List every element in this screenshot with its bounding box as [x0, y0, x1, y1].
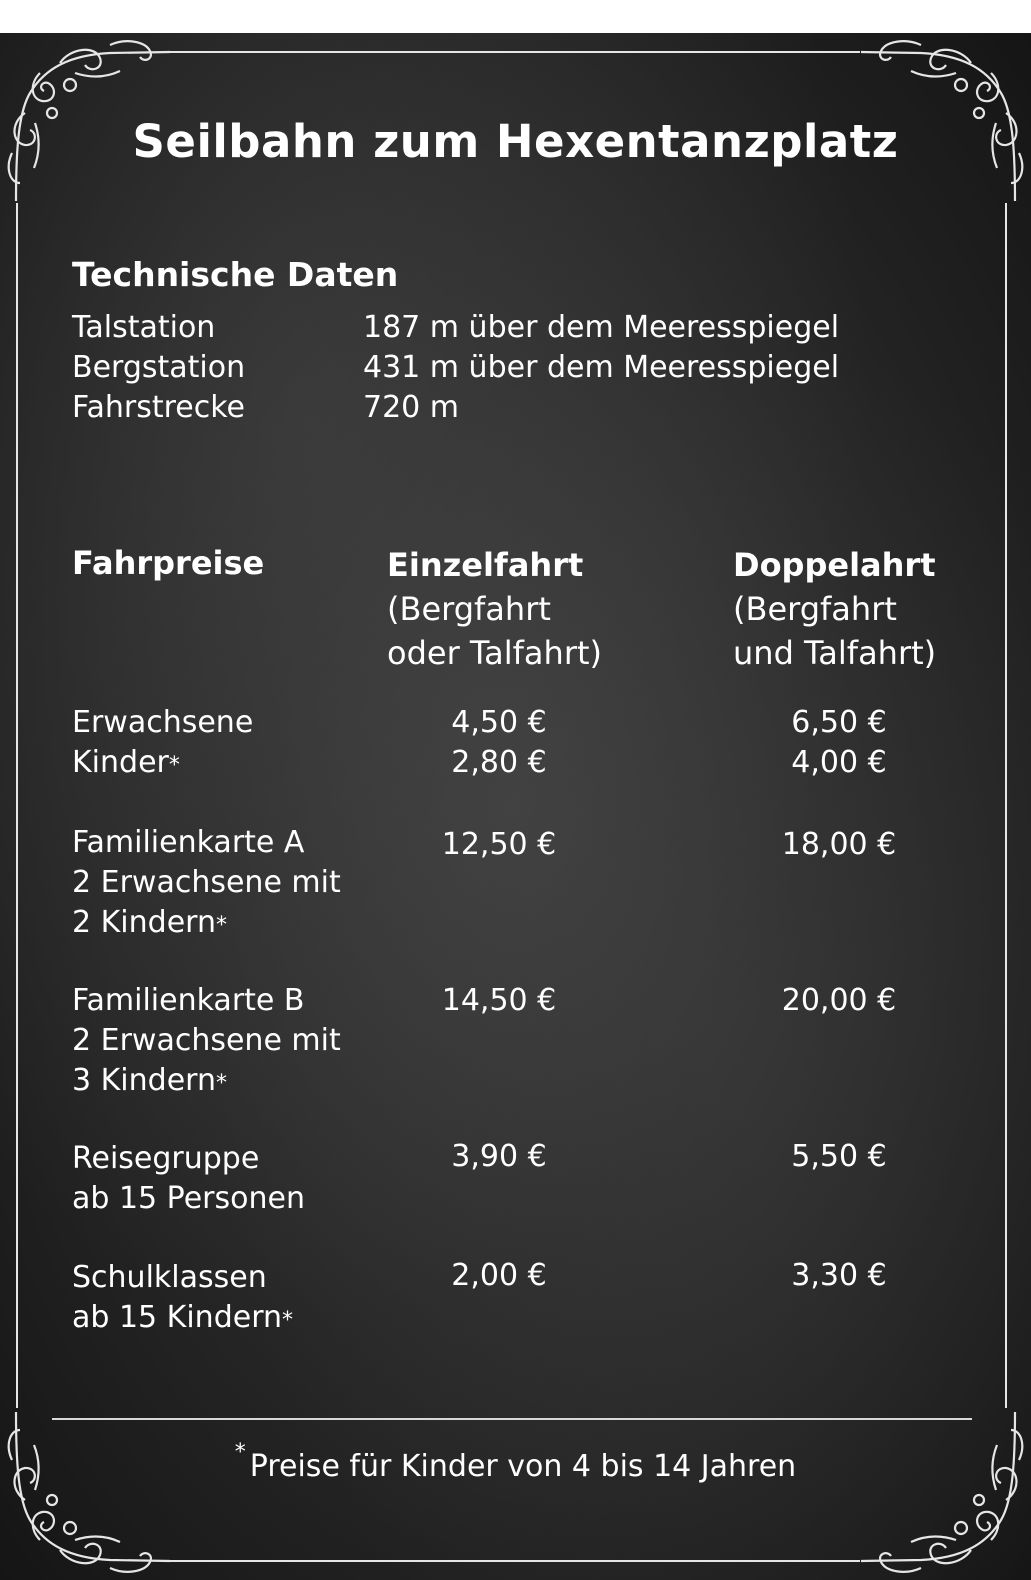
- prices-heading: Fahrpreise: [72, 544, 265, 582]
- row-label-familienkarte-a-line1: Familienkarte A: [72, 825, 305, 860]
- price-familienkarte-a-doppel: 18,00 €: [781, 827, 897, 862]
- row-label-familienkarte-b-line1: Familienkarte B: [72, 983, 305, 1018]
- row-label-familienkarte-b-line3: 3 Kindern: [72, 1063, 216, 1098]
- price-reisegruppe-doppel: 5,50 €: [791, 1139, 887, 1174]
- row-label-kinder: [72, 743, 180, 786]
- footnote: [0, 1440, 1031, 1484]
- ornament-bottom-left-icon: [0, 1410, 170, 1580]
- price-schulklassen-doppel: 3,30 €: [791, 1258, 887, 1293]
- col-doppelfahrt-line2: (Bergfahrt: [733, 590, 897, 628]
- tech-value-talstation: 187 m über dem Meeresspiegel: [363, 310, 840, 345]
- tech-label-talstation: Talstation: [72, 310, 216, 345]
- price-familienkarte-b-doppel: 20,00 €: [781, 983, 897, 1018]
- row-label-schulklassen-line2: ab 15 Kindern: [72, 1300, 283, 1335]
- col-einzelfahrt-title: Einzelfahrt: [387, 546, 584, 584]
- chalkboard: [0, 33, 1031, 1580]
- col-doppelfahrt-line3: und Talfahrt): [733, 634, 937, 672]
- row-label-erwachsene: Erwachsene: [72, 705, 254, 740]
- page-title: Seilbahn zum Hexentanzplatz: [132, 115, 899, 168]
- frame-bottom-line: [170, 1560, 860, 1562]
- price-reisegruppe-einzel: 3,90 €: [451, 1139, 547, 1174]
- row-label-familienkarte-a-line2: 2 Erwachsene mit: [72, 865, 341, 900]
- row-label-schulklassen: [72, 1258, 293, 1341]
- ornament-bottom-right-icon: [861, 1410, 1031, 1580]
- col-einzelfahrt-header: [387, 543, 602, 675]
- row-label-schulklassen-line1: Schulklassen: [72, 1260, 267, 1295]
- price-schulklassen-einzel: 2,00 €: [451, 1258, 547, 1293]
- col-einzelfahrt-line2: (Bergfahrt: [387, 590, 551, 628]
- row-label-familienkarte-a-line3: 2 Kindern: [72, 905, 216, 940]
- row-label-reisegruppe-line2: ab 15 Personen: [72, 1181, 305, 1216]
- footnote-mark: *: [215, 913, 227, 938]
- footnote-mark: *: [282, 1308, 294, 1333]
- footnote-text: Preise für Kinder von 4 bis 14 Jahren: [249, 1449, 797, 1484]
- row-label-kinder-text: Kinder: [72, 745, 169, 780]
- frame-top-line: [170, 51, 860, 53]
- row-label-familienkarte-b-line2: 2 Erwachsene mit: [72, 1023, 341, 1058]
- footnote-separator: [52, 1418, 972, 1420]
- row-label-reisegruppe-line1: Reisegruppe: [72, 1141, 260, 1176]
- footnote-mark: *: [215, 1071, 227, 1096]
- frame-right-line: [1005, 203, 1007, 1408]
- col-doppelfahrt-title: Doppelahrt: [733, 546, 936, 584]
- price-familienkarte-a-einzel: 12,50 €: [441, 827, 557, 862]
- footnote-asterisk: *: [234, 1440, 246, 1465]
- tech-label-bergstation: Bergstation: [72, 350, 246, 385]
- tech-heading: Technische Daten: [72, 255, 399, 294]
- col-einzelfahrt-line3: oder Talfahrt): [387, 634, 602, 672]
- footnote-mark: *: [168, 753, 180, 778]
- row-label-reisegruppe: [72, 1139, 305, 1219]
- price-kinder-doppel: 4,00 €: [791, 745, 887, 780]
- frame-left-line: [16, 203, 18, 1408]
- tech-value-fahrstrecke: 720 m: [363, 390, 460, 425]
- tech-value-bergstation: 431 m über dem Meeresspiegel: [363, 350, 840, 385]
- row-label-familienkarte-a: [72, 823, 341, 946]
- price-familienkarte-b-einzel: 14,50 €: [441, 983, 557, 1018]
- price-erwachsene-doppel: 6,50 €: [791, 705, 887, 740]
- price-erwachsene-einzel: 4,50 €: [451, 705, 547, 740]
- row-label-familienkarte-b: [72, 981, 341, 1104]
- col-doppelfahrt-header: [733, 543, 936, 675]
- tech-label-fahrstrecke: Fahrstrecke: [72, 390, 246, 425]
- price-kinder-einzel: 2,80 €: [451, 745, 547, 780]
